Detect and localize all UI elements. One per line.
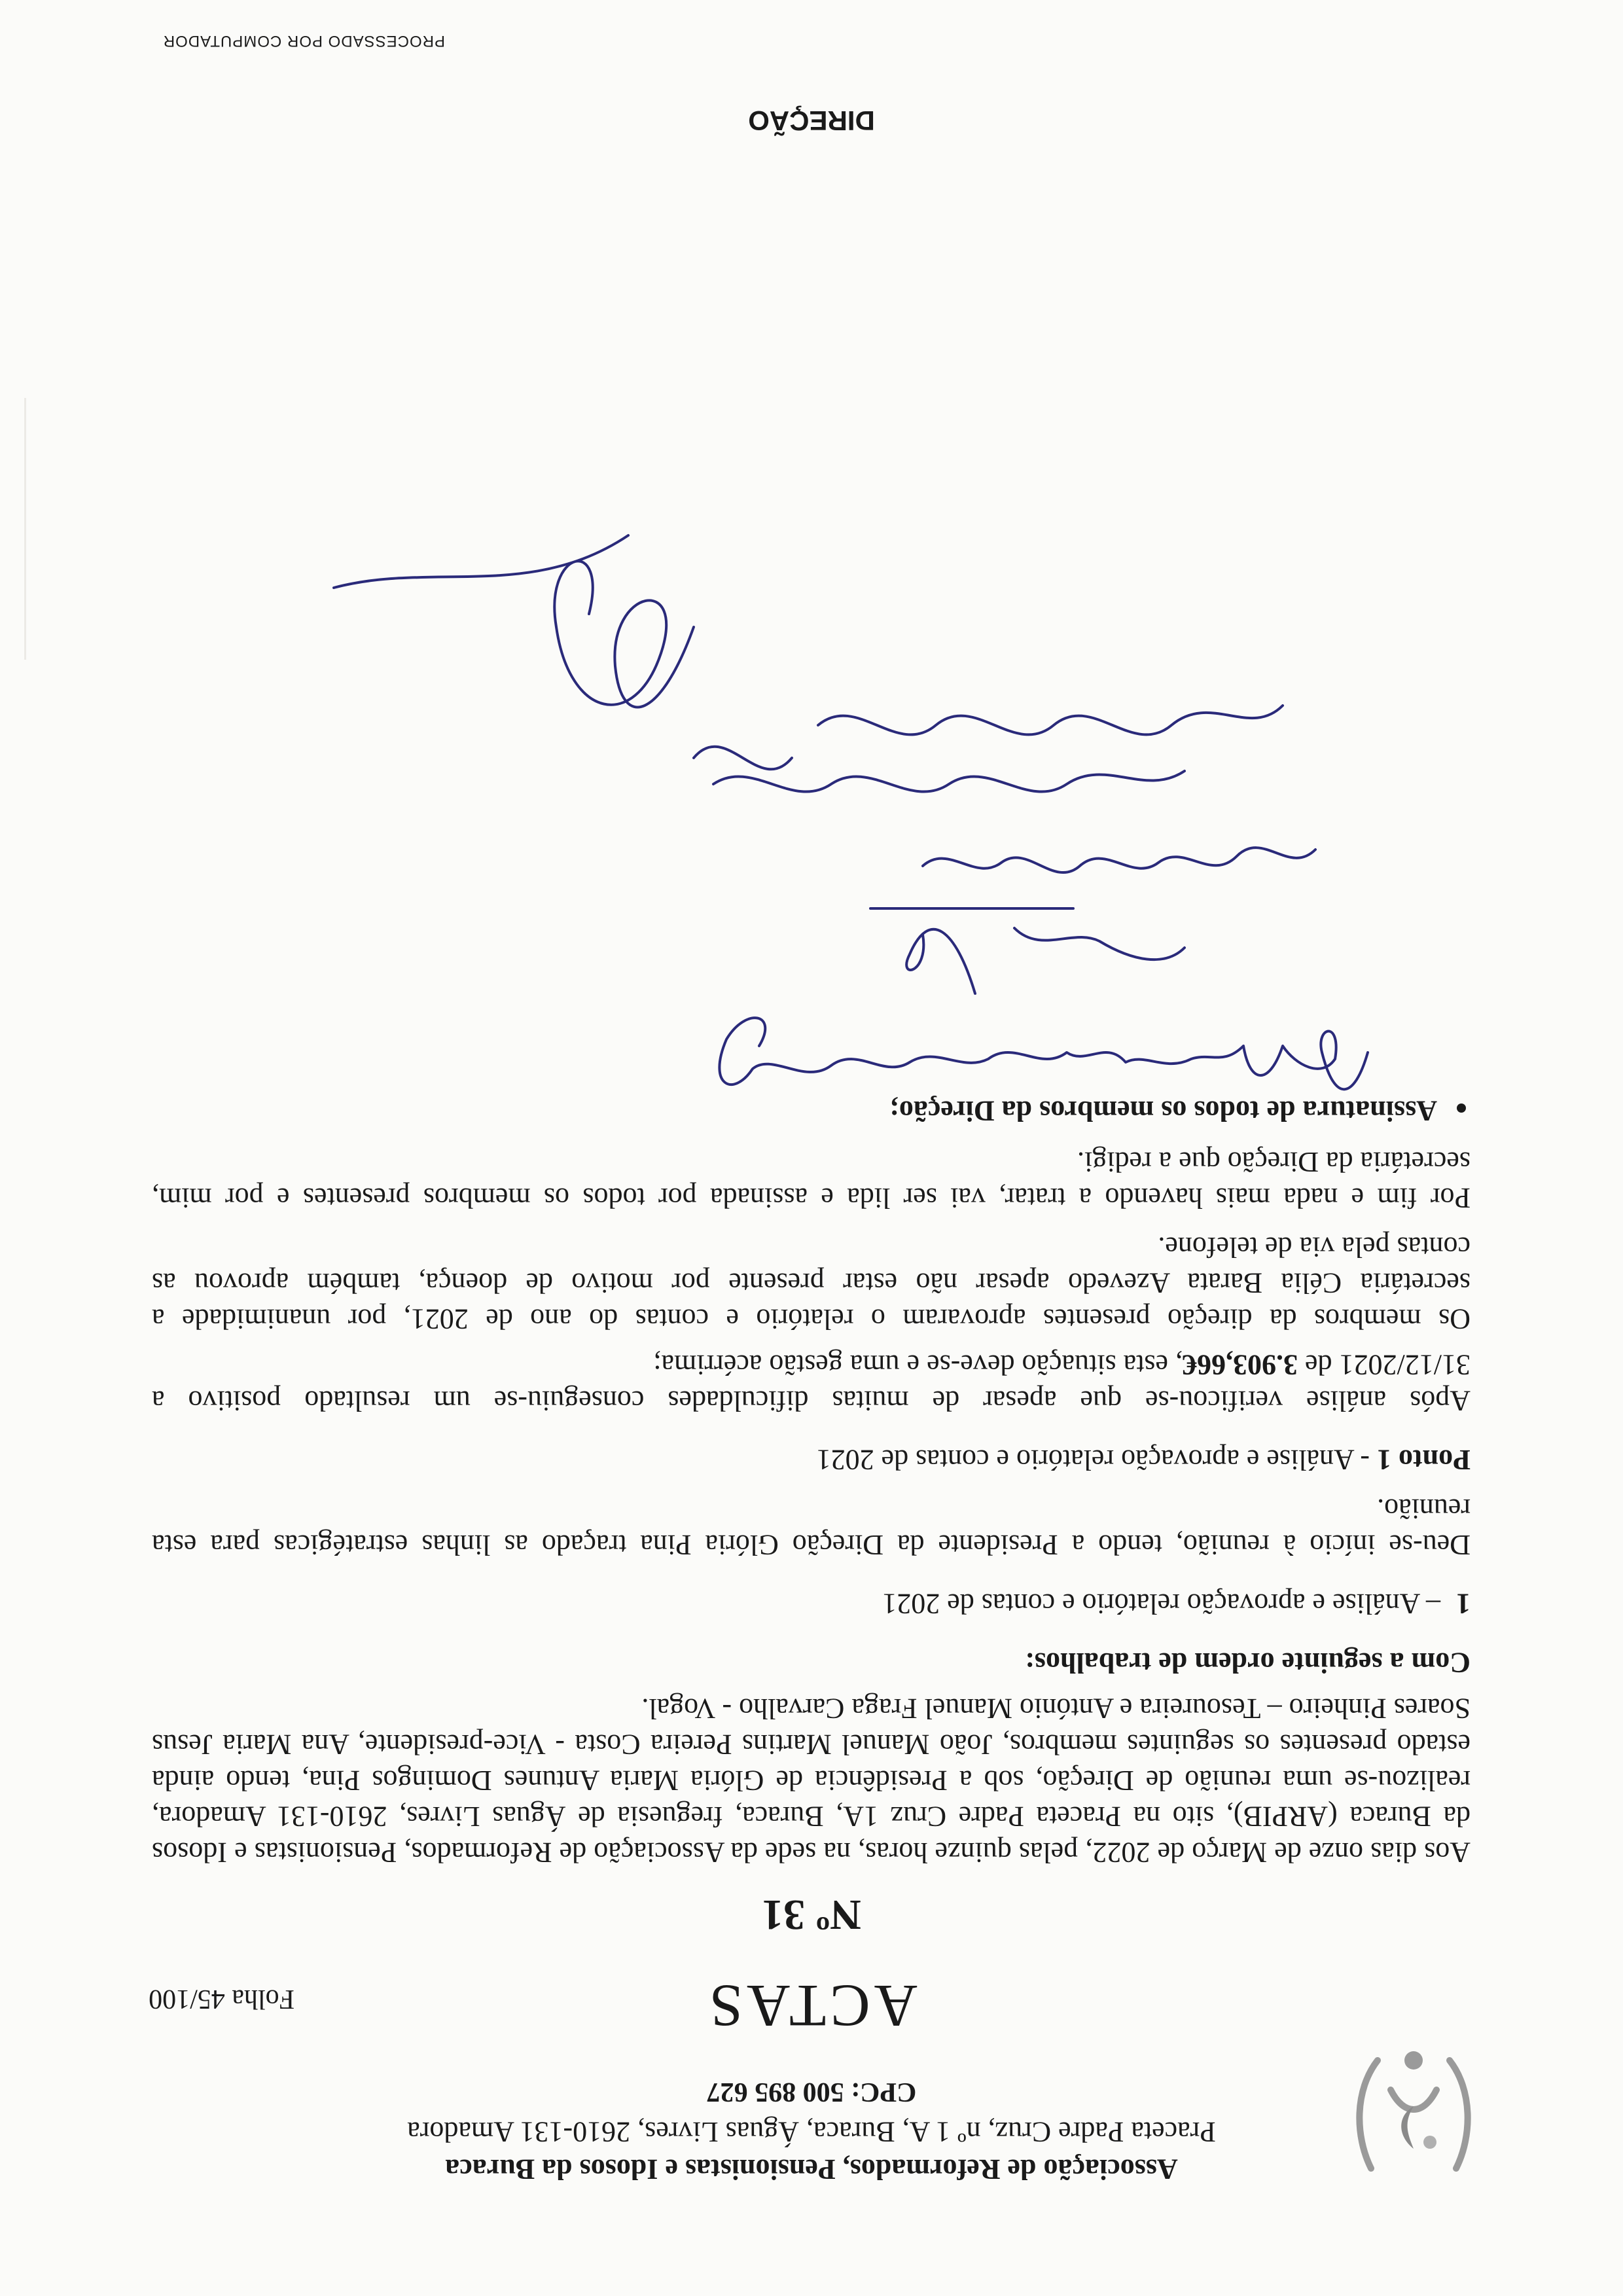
order-item <box>152 1586 1471 1622</box>
intro-paragraph <box>152 1691 1471 1871</box>
membros-line: contas pela via de telefone. <box>1158 1231 1471 1263</box>
signature-ana-maria <box>713 771 1185 792</box>
signature-celia <box>923 848 1315 872</box>
intro-line: Aos dias onze de Março de 2022, pelas quinze horas, na sede da Associação de Reformados, Pensionistas e Idosos <box>152 1837 1471 1869</box>
page-title: ACTAS <box>705 1973 918 2039</box>
analise-line <box>152 1347 1471 1383</box>
fim-paragraph <box>152 1144 1471 1216</box>
bullet-text: Assinatura de todos os membros da Direção; <box>889 1095 1437 1127</box>
order-item-text: – Análise e aprovação relatório e contas de 2021 <box>882 1588 1440 1620</box>
inicio-line: Deu-se início à reunião, tendo a Presidente da Direção Glória Pina traçado as linhas estratégicas para esta <box>152 1529 1471 1561</box>
membros-line: secretária Célia Barata Azevedo apesar não estar presente por motivo de doença, também aprovou as <box>152 1267 1471 1299</box>
signature-joao <box>870 908 1185 994</box>
intro-line: realizou-se uma reunião de Direção, sob a Presidência de Glória Maria Antunes Domingos Pina, tendo ainda <box>152 1765 1471 1797</box>
signature-antonio <box>694 706 1283 769</box>
analise-date: 31/12/2021 de <box>1298 1349 1471 1381</box>
scan-artifact-line <box>24 398 26 660</box>
signature-flourish <box>334 535 694 708</box>
analise-line: Após análise verificou-se que apesar de muitas dificuldades conseguiu-se um resultado positivo a <box>152 1385 1471 1417</box>
analise-paragraph <box>152 1347 1471 1419</box>
fim-line: secretária da Direção que a redigi. <box>1077 1146 1471 1178</box>
association-logo-icon <box>1351 2044 1476 2188</box>
ponto-heading <box>152 1442 1471 1478</box>
analise-amount: 3.903,66€ <box>1183 1349 1298 1381</box>
processado-label: PROCESSADO POR COMPUTADOR <box>162 32 445 50</box>
organization-nif: CPC: 500 895 627 <box>706 2077 917 2107</box>
organization-address: Praceta Padre Cruz, nº 1 A, Buraca, Águas Livres, 2610-131 Amadora <box>407 2116 1216 2148</box>
fim-line: Por fim e nada mais havendo a tratar, vai ser lida e assinada por todos os membros presentes e por mim, <box>152 1182 1471 1214</box>
inicio-line: reunião. <box>1377 1493 1471 1525</box>
ponto-text: - Análise e aprovação relatório e contas de 2021 <box>816 1444 1377 1476</box>
membros-paragraph <box>152 1229 1471 1337</box>
order-heading: Com a seguinte ordem de trabalhos: <box>1025 1647 1471 1679</box>
acta-number: Nº 31 <box>762 1891 861 1939</box>
handwritten-signatures <box>137 437 1381 1124</box>
intro-line: estado presentes os seguintes membros, João Manuel Martins Pereira Costa - Vice-presidente, Ana Maria Jesus <box>152 1729 1471 1761</box>
bullet-dot-icon <box>1457 1103 1466 1113</box>
folha-number: Folha 45/100 <box>149 1984 294 2014</box>
membros-line: Os membros da direção presentes aprovaram o relatório e contas do ano de 2021, por unanimidade a <box>152 1303 1471 1335</box>
direcao-label: DIREÇÃO <box>748 105 875 136</box>
order-item-number: 1 <box>1456 1588 1471 1620</box>
ponto-label: Ponto 1 <box>1377 1444 1471 1476</box>
intro-line: Soares Pinheiro – Tesoureira e António Manuel Fraga Carvalho - Vogal. <box>641 1693 1471 1725</box>
analise-rest: , esta situação deve-se e uma gestão acérrima; <box>653 1349 1183 1381</box>
signature-gloria <box>719 1018 1368 1089</box>
inicio-paragraph <box>152 1491 1471 1563</box>
organization-name: Associação de Reformados, Pensionistas e Idosos da Buraca <box>445 2153 1178 2185</box>
intro-line: da Buraca (ARPIB), sito na Praceta Padre Cruz 1A, Buraca, freguesia de Águas Livres, 2610-131 Amadora, <box>152 1801 1471 1833</box>
